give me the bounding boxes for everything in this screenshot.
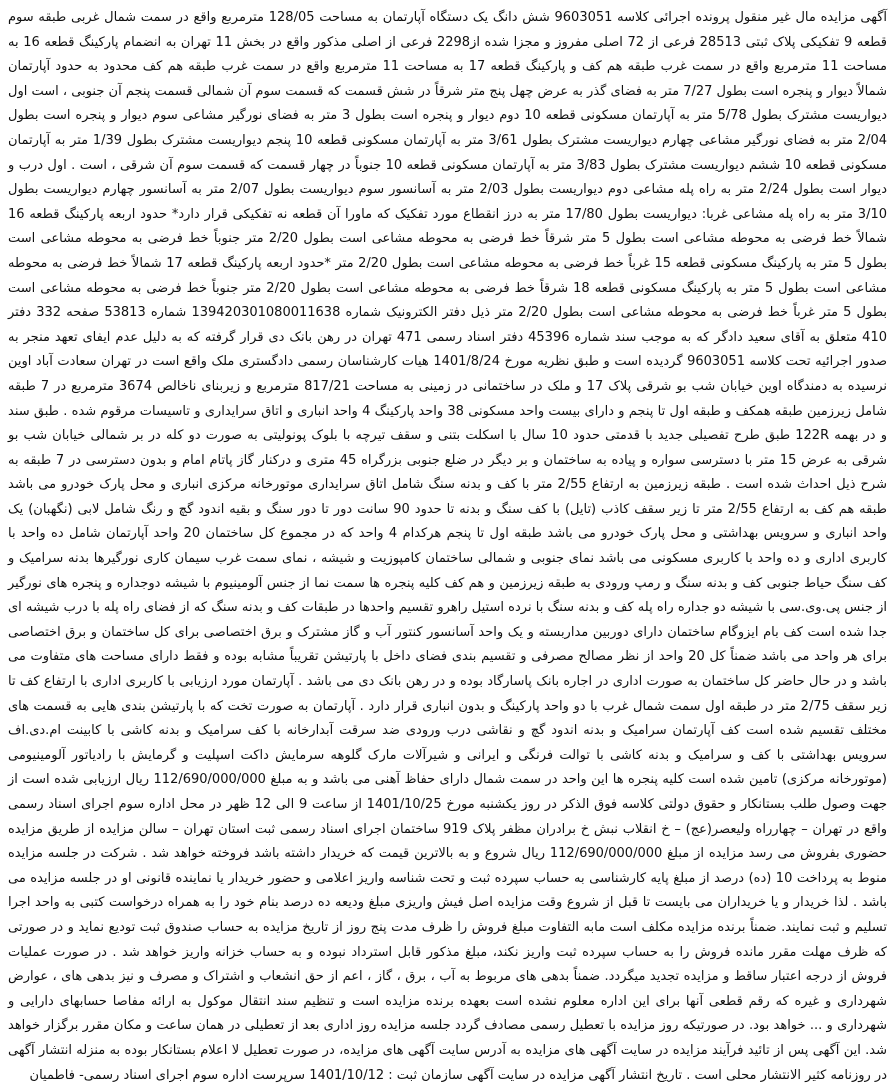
auction-notice-text: آگهی مزایده مال غیر منقول پرونده اجرائی کلاسه 9603051 شش دانگ یک دستگاه آپارتمان به مساحت 128/05 مترمربع واقع در سمت شمال غربی طبقه سوم قطعه 9 تفکیکی پلاک ثبتی 28513 فرعی از 72 اصلی مفروز و مجزا شده از2298 فرعی از اصلی مذکور واقع در بخش 11 تهران به انضمام پارکینگ قطعه 16 به مساحت 11 مترمربع واقع در سمت غرب طبقه هم کف و پارکینگ قطعه 17 به مساحت 11 مترمربع واقع در سمت غرب طبقه هم کف محدود به حدود آپارتمان شمالاً دیوار و پنجره است بطول 7/27 متر به فضای گذر به عرض چهل پنج متر شرقاً در شش قسمت که قسمت سوم آن شمالی قسمت پنجم آن جنوبی ، است اول دیواریست مشترک بطول 5/78 متر به آپارتمان مسکونی قطعه 10 دوم دیوار و پنجره است بطول 3 متر به فضای نورگیر مشاعی سوم دیوار و پنجره است بطول 2/04 متر به فضای نورگیر مشاعی چهارم دیواریست مشترک بطول 3/61 متر به آپارتمان مسکونی قطعه 10 پنجم دیواریست مشترک بطول 1/39 متر به آپارتمان مسکونی قطعه 10 ششم دیواریست مشترک بطول 3/83 متر به آپارتمان مسکونی قطعه 10 جنوباً در چهار قسمت که قسمت سوم آن شرقی ، است . اول درب و دیوار است بطول 2/24 متر به راه پله مشاعی دوم دیواریست بطول 2/03 متر به آسانسور سوم دیواریست بطول 2/07 متر به آسانسور چهارم دیواریست بطول 3/10 متر به راه پله مشاعی غربا: دیواریست بطول 17/80 متر به درز انقطاع مورد تفکیک که ماورا آن قطعه نه تفکیکی قرار دارد* حدود اربعه پارکینگ قطعه 16 شمالاً خط فرضی به محوطه مشاعی است بطول 5 متر شرقاً خط فرضی به محوطه مشاعی است بطول 2/20 متر جنوباً خط فرضی به محوطه مشاعی است بطول 5 متر به پارکینگ مسکونی قطعه 15 غرباً خط فرضی به محوطه مشاعی است بطول 2/20 متر *حدود اربعه پارکینگ قطعه 17 شمالاً خط فرضی به محوطه مشاعی است بطول 5 متر به پارکینگ مسکونی قطعه 18 شرقاً خط فرضی به محوطه مشاعی است بطول 2/20 متر جنوباً خط فرضی به محوطه مشاعی است بطول 5 متر غرباً خط فرضی به محوطه مشاعی است بطول 2/20 متر ذیل دفتر الکترونیک شماره 139420301080011638 شماره 53813 صفحه 332 دفتر 410 متعلق به آقای سعید دادگر که به موجب سند شماره 45396 دفتر اسناد رسمی 471 تهران در رهن بانک دی قرار گرفته که به دلیل عدم ایفای تعهد منجر به صدور اجرائیه تحت کلاسه 9603051 گردیده است و طبق نظریه مورخ 1401/8/24 هیات کارشناسان رسمی دادگستری ملک واقع است در تهران سعادت آباد اوین نرسیده به دمندگاه اوین خیابان شب بو شرقی پلاک 17 و ملک در ساختمانی در زمینی به مساحت 817/21 مترمربع و زیربنای ناخالص 3674 مترمربع در 7 طبقه شامل زیرزمین طبقه همکف و طبقه اول تا پنجم و دارای بیست واحد مسکونی 38 واحد پارکینگ 4 واحد انباری و اتاق سرایداری و تاسیسات مرقوم شده . طبق سند و در بهمه 122R طبق طرح تفصیلی جدید با قدمتی حدود 10 سال با اسکلت بتنی و سقف تیرچه با بلوک پونولیتی به صورت دو کله در بر شمالی خیابان شب بو شرقی به عرض 15 متر با دسترسی سواره و پیاده به ساختمان و بر دیگر در ضلع جنوبی بزرگراه 45 متری و درکنار گاز پاتام امام و بدون دسترسی در 7 طبقه به شرح ذیل احداث شده است . طبقه زیرزمین به ارتفاع 2/55 متر با کف و بدنه سنگ شامل اتاق سرایداری موتورخانه مرکزی انباری و محل پارک خودرو می باشد طبقه هم کف به ارتفاع 2/55 متر تا زیر سقف کاذب (تایل) با کف سنگ و بدنه تا حدود 90 سانت دور تا دور سنگ و بقیه اندود گچ و رنگ شامل لابی (نگهبان) یک واحد انباری و سرویس بهداشتی و محل پارک خودرو می باشد طبقه اول تا پنجم هرکدام 4 واحد که در مجموع کل ساختمان 20 واحد آپارتمان شامل ده واحد با کاربری اداری و ده واحد با کاربری مسکونی می باشد نمای جنوبی و شمالی ساختمان کامپوزیت و شیشه ، نمای سمت غرب سیمان کاری نورگیرها بدنه سرامیک و کف سنگ حیاط جنوبی کف و بدنه سنگ و رمپ ورودی به طبقه زیرزمین و هم کف کلیه پنجره ها سمت نما از جنس آلومینیوم با شیشه دوجداره و پنجره های نورگیر از جنس پی.وی.سی با شیشه دو جداره راه پله کف و بدنه سنگ با نرده استیل راهرو تقسیم واحدها در طبقات کف و بدنه سنگ که از فضای راه پله با درب شیشه ای جدا شده است کف بام ایزوگام ساختمان دارای دوربین مداربسته و یک واحد آسانسور کنتور آب و گاز مشترک و برق اختصاصی برای کل ساختمان و برق اختصاصی برای هر واحد می باشد ضمناً کل 20 واحد از نظر مصالح مصرفی و تقسیم بندی فضای داخل با پارتیشن تقریباً مشابه بوده و فقط دارای مساحت های متفاوت می باشد و در حال حاضر کل ساختمان به صورت اداری در اجاره بانک پاسارگاد بوده و در رهن بانک دی می باشد . آپارتمان مورد ارزیابی با کاربری اداری با ارتفاع کف تا زیر سقف 2/75 متر در طبقه اول سمت شمال غرب با دو واحد پارکینگ و بدون انباری قرار دارد . آپارتمان به صورت تخت که با پارتیشن بندی هایی به قسمت های مختلف تقسیم شده است کف آپارتمان سرامیک و بدنه اندود گچ و نقاشی درب ورودی ضد سرقت آبدارخانه با کف سرامیک و بدنه کاشی با کابینت ام.دی.اف سرویس بهداشتی با کف و سرامیک و بدنه کاشی با توالت فرنگی و ایرانی و شیرآلات مارک گلوهه سرمایش داکت اسپلیت و گرمایش با رادیاتور آلومینیومی (موتورخانه مرکزی) تامین شده است کلیه پنجره ها این واحد در سمت شمال دارای حفاظ آهنی می باشد و به مبلغ 112/690/000/000 ریال ارزیابی شده است از جهت وصول طلب بستانکار و حقوق دولتی کلاسه فوق الذکر در روز یکشنبه مورخ 1401/10/25 از ساعت 9 الی 12 ظهر در محل اداره سوم اجرای اسناد رسمی واقع در تهران – چهارراه ولیعصر(عج) – خ انقلاب نبش خ برادران مظفر پلاک 919 ساختمان اجرای اسناد رسمی ثبت استان تهران – سالن مزایده از طریق مزایده حضوری بفروش می رسد مزایده از مبلغ 112/690/000/000 ریال شروع و به بالاترین قیمت که خریدار داشته باشد فروخته خواهد شد . شرکت در جلسه مزایده منوط به پرداخت 10 (ده) درصد از مبلغ پایه کارشناسی به حساب سپرده ثبت و تحت شناسه واریز اعلامی و حضور خریدار یا نماینده قانونی او در جلسه مزایده می باشد . لذا خریدار و یا خریداران می بایست تا قبل از شروع وقت مزایده اصل فیش واریزی مبلغ ودیعه ده درصد بنام خود را به همراه درخواست کتبی به واحد اجرا تسلیم و ثبت نمایند. ضمناً برنده مزایده مکلف است مابه التفاوت مبلغ فروش را ظرف مدت پنج روز از تاریخ مزایده به حساب صندوق ثبت تودیع نماید و در صورتی که ظرف مهلت مقرر مانده فروش را به حساب سپرده ثبت واریز نکند، مبلغ مذکور قابل استرداد نبوده و به حساب خزانه واریز خواهد شد . در صورت عملیات فروش از درجه اعتبار ساقط و مزایده تجدید میگردد. ضمناً بدهی های مربوط به آب ، برق ، گاز ، اعم از حق انشعاب و اشتراک و مصرف و نیز بدهی های ، عوارض شهرداری و غیره که رقم قطعی آنها برای این اداره معلوم نشده است بعهده برنده مزایده است و تنظیم سند انتقال موکول به ارائه مفاصا حسابهای دارایی و شهرداری و ... خواهد بود. در صورتیکه روز مزایده با تعطیل رسمی مصادف گردد جلسه مزایده روز اداری بعد از تعطیلی در همان ساعت و مکان مقرر برگزار خواهد شد. این آگهی پس از تائید فرآیند مزایده در سایت آگهی های مزایده به آدرس سایت آگهی های مزایده، در صورت تعطیل لا اعلام بستانکار بوده به منزله انتشار آگهی در روزنامه کثیر الانتشار محلی است . تاریخ انتشار آگهی مزایده در سایت آگهی سازمان ثبت : 1401/10/12 سرپرست اداره سوم اجرای اسناد رسمی- فاطمیان: [8, 10, 888, 1083]
